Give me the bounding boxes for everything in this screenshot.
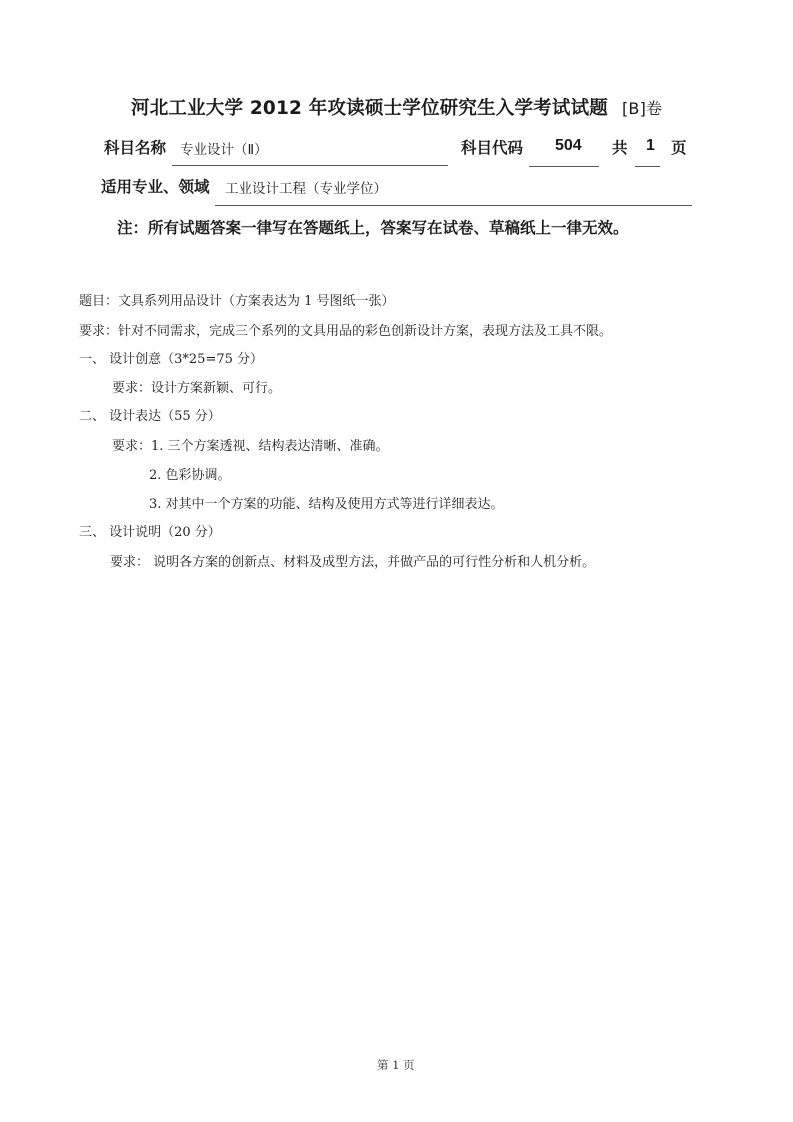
subject-code-value: 504 [555,137,582,154]
exam-title-text: 河北工业大学 2012 年攻读硕士学位研究生入学考试试题 [131,98,608,119]
answer-notice: 注：所有试题答案一律写在答题纸上，答案写在试卷、草稿纸上一律无效。 [117,219,629,237]
section-1-item: 要求：设计方案新颖、可行。 [112,381,282,396]
section-2-heading: 二、 设计表达（55 分） [79,409,221,424]
section-2-item-3: 3. 对其中一个方案的功能、结构及使用方式等进行详细表达。 [149,497,504,512]
exam-title [131,94,662,120]
topic-line: 题目：文具系列用品设计（方案表达为 1 号图纸一张） [79,294,395,309]
subject-name-value: 专业设计（Ⅱ） [180,142,268,158]
pages-label: 页 [671,139,687,157]
section-1-heading: 一、 设计创意（3*25=75 分） [79,352,264,367]
total-label: 共 [612,139,628,157]
section-2-item-2: 2. 色彩协调。 [149,468,231,483]
requirement-line: 要求：针对不同需求，完成三个系列的文具用品的彩色创新设计方案，表现方法及工具不限。 [79,324,613,339]
major-underline [215,205,692,206]
subject-name-underline [172,165,448,166]
subject-code-underline [529,166,599,167]
total-pages-value: 1 [646,137,655,154]
page-number: 第 1 页 [377,1058,415,1072]
section-3-item: 要求： 说明各方案的创新点、材料及成型方法，并做产品的可行性分析和人机分析。 [110,555,596,570]
major-label: 适用专业、领域 [101,178,210,196]
section-3-heading: 三、 设计说明（20 分） [79,525,221,540]
paper-variant: [B]卷 [621,99,663,118]
section-2-item-1: 要求：1. 三个方案透视、结构表达清晰、准确。 [112,439,389,454]
total-pages-underline [635,166,660,167]
major-value: 工业设计工程（专业学位） [225,181,387,197]
subject-name-label: 科目名称 [104,139,167,157]
subject-code-label: 科目代码 [461,139,524,157]
